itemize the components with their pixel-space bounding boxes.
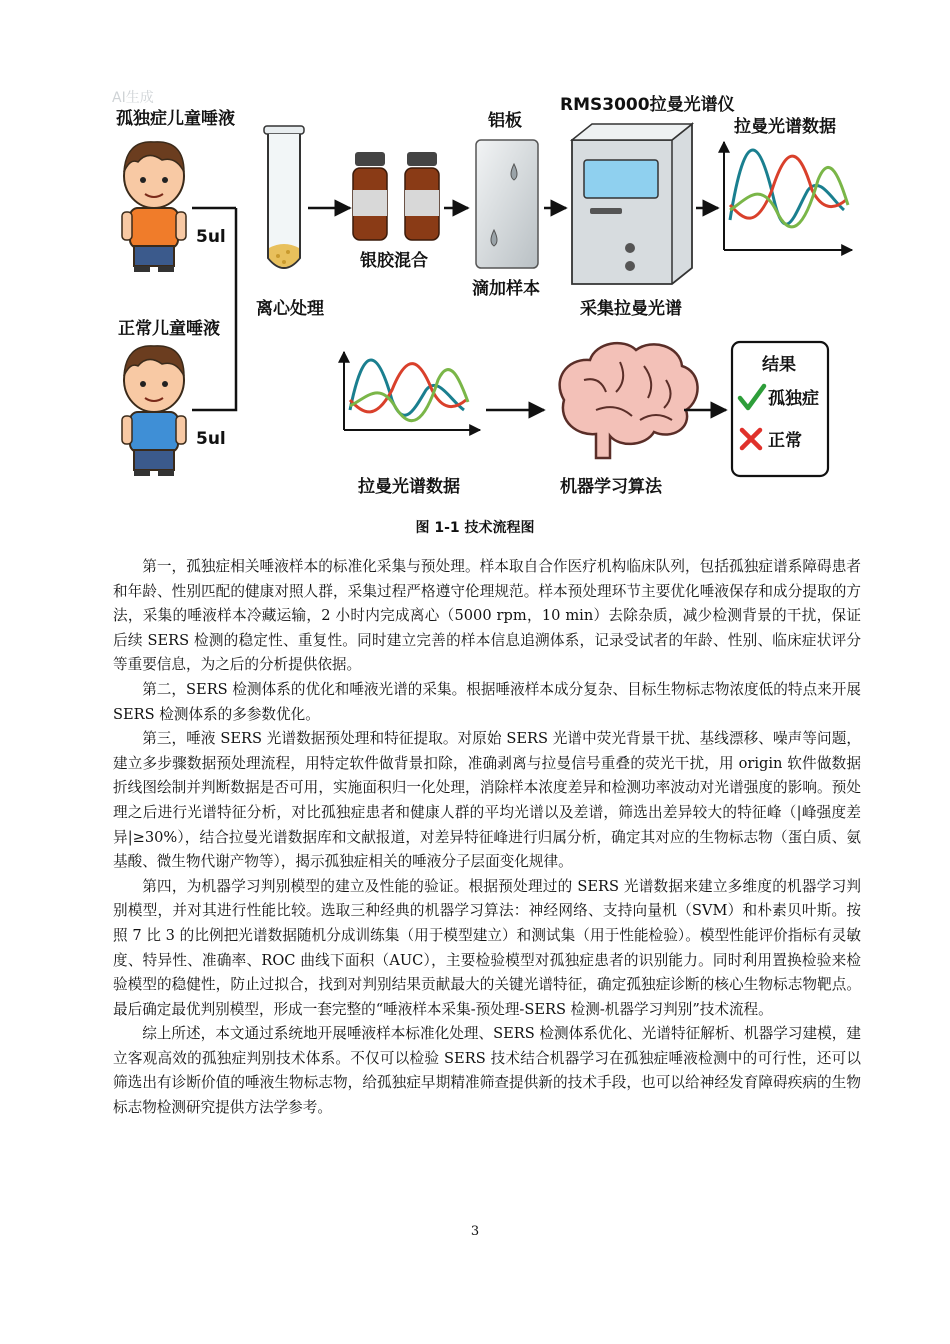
result-normal: 正常	[768, 431, 802, 451]
figure-caption: 图 1-1 技术流程图	[415, 520, 535, 536]
paragraph-1: 第一，孤独症相关唾液样本的标准化采集与预处理。样本取自合作医疗机构临床队列，包括孤独症谱系障碍患者和年龄、性别匹配的健康对照人群，采集过程严格遵守伦理规范。样本预处理环节主要优化唾液保存和成分提取的方法，采集的唾液样本冷藏运输，2 小时内完成离心（5000 rpm，10 min）去除杂质，减少检测背景的干扰，保证后续 SERS 检测的稳定性、重复性。同时建立完善的样本信息追溯体系，记录受试者的年龄、性别、临床症状评分等重要信息，为之后的分析提供依据。	[113, 558, 861, 674]
label-raman-data-top: 拉曼光谱数据	[734, 117, 836, 137]
label-ml-algorithm: 机器学习算法	[560, 477, 662, 497]
spectrum-chart-icon	[724, 142, 852, 250]
label-asd-saliva: 孤独症儿童唾液	[116, 109, 235, 129]
spectrometer-icon	[572, 124, 692, 284]
paragraph-5: 综上所述，本文通过系统地开展唾液样本标准化处理、SERS 检测体系优化、光谱特征解析、机器学习建模，建立客观高效的孤独症判别技术体系。不仅可以检验 SERS 技术结合机器学习在孤独症唾液检测中的可行性，还可以筛选出有诊断价值的唾液生物标志物，给孤独症早期精准筛查提供新的技术手段，也可以给神经发育障碍疾病的生物标志物检测研究提供方法学参考。	[113, 1025, 861, 1117]
paragraph-3: 第三，唾液 SERS 光谱数据预处理和特征提取。对原始 SERS 光谱中荧光背景干扰、基线漂移、噪声等问题，建立多步骤数据预处理流程，用特定软件做背景扣除，准确剥离与拉曼信号重叠的荧光干扰，用 origin 软件做数据折线图绘制并判断数据是否可用，实施面积归一化处理，消除样本浓度差异和检测功率波动对光谱强度的影响。预处理之后进行光谱特征分析，对比孤独症患者和健康人群的平均光谱以及差谱，筛选出差异较大的特征峰（|峰强度差异|≥30%），结合拉曼光谱数据库和文献报道，对差异特征峰进行归属分析，确定其对应的生物标志物（蛋白质、氨基酸、微生物代谢产物等），揭示孤独症相关的唾液分子层面变化规律。	[113, 730, 861, 871]
label-collect: 采集拉曼光谱	[580, 299, 682, 319]
label-drop-sample: 滴加样本	[472, 279, 540, 299]
child-icon	[122, 142, 186, 272]
result-box	[732, 342, 828, 476]
label-aluminum-plate: 铝板	[488, 111, 522, 131]
volume-label-bottom: 5ul	[196, 429, 226, 449]
paragraph-2: 第二，SERS 检测体系的优化和唾液光谱的采集。根据唾液样本成分复杂、目标生物标志物浓度低的特点来开展 SERS 检测体系的多参数优化。	[113, 680, 861, 723]
test-tube-icon	[264, 126, 304, 268]
aluminum-plate-icon	[476, 140, 538, 268]
watermark: AI生成	[112, 90, 154, 106]
label-raman-data-bottom: 拉曼光谱数据	[358, 477, 460, 497]
body-text	[113, 555, 861, 1121]
brain-icon	[560, 343, 698, 458]
page-number: 3	[470, 1224, 480, 1239]
label-normal-saliva: 正常儿童唾液	[118, 319, 220, 339]
volume-label-top: 5ul	[196, 227, 226, 247]
child-icon	[122, 346, 186, 476]
result-title: 结果	[762, 355, 796, 375]
label-centrifuge: 离心处理	[256, 299, 324, 319]
vial-icon	[353, 152, 439, 240]
label-instrument: RMS3000拉曼光谱仪	[560, 95, 735, 115]
label-silver-colloid: 银胶混合	[360, 251, 428, 271]
paragraph-4: 第四，为机器学习判别模型的建立及性能的验证。根据预处理过的 SERS 光谱数据来建立多维度的机器学习判别模型，并对其进行性能比较。选取三种经典的机器学习算法：神经网络、支持向量机（SVM）和朴素贝叶斯。按照 7 比 3 的比例把光谱数据随机分成训练集（用于模型建立）和测试集（用于性能检验）。模型性能评价指标有灵敏度、特异性、准确率、ROC 曲线下面积（AUC），主要检验模型对孤独症患者的识别能力。同时利用置换检验来检验模型的稳健性，防止过拟合，找到对判别结果贡献最大的关键光谱特征，确定孤独症诊断的核心生物标志物靶点。最后确定最优判别模型，形成一套完整的“唾液样本采集-预处理-SERS 检测-机器学习判别”技术流程。	[113, 877, 861, 1018]
result-asd: 孤独症	[768, 389, 819, 409]
spectrum-chart-icon	[344, 352, 480, 430]
technical-flowchart	[96, 80, 866, 500]
